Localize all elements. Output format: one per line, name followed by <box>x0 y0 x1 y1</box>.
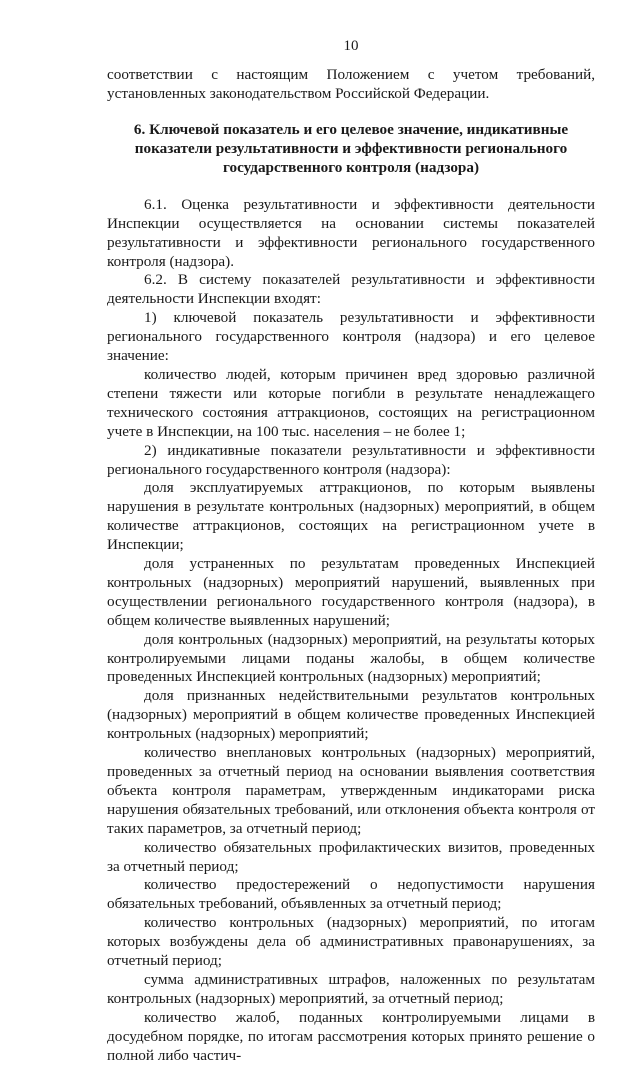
paragraph: количество предостережений о недопустимости нарушения обязательных требований, объявленных за отчетный период; <box>107 876 595 913</box>
document-body <box>107 66 595 1066</box>
paragraph: количество людей, которым причинен вред здоровью различной степени тяжести или которые погибли в результате ненадлежащего технического состояния аттракционов, состоящих на регистрационном учете в Инспекции, на 100 тыс. населения – не более 1; <box>107 365 595 440</box>
paragraph: сумма административных штрафов, наложенных по результатам контрольных (надзорных) мероприятий, за отчетный период; <box>107 970 595 1007</box>
paragraph: доля эксплуатируемых аттракционов, по которым выявлены нарушения в результате контрольных (надзорных) мероприятий, в общем количестве аттракционов, состоящих на регистрационном учете в Инспекции; <box>107 479 595 554</box>
paragraph: 6.2. В систему показателей результативности и эффективности деятельности Инспекции входят: <box>107 271 595 308</box>
paragraph: количество контрольных (надзорных) мероприятий, по итогам которых возбуждены дела об административных правонарушениях, за отчетный период; <box>107 914 595 970</box>
paragraph: 1) ключевой показатель результативности и эффективности регионального государственного контроля (надзора) и его целевое значение: <box>107 309 595 365</box>
section-heading: 6. Ключевой показатель и его целевое значение, индикативные показатели результативности и эффективности регионального государственного контроля (надзора) <box>133 120 569 176</box>
paragraph: количество жалоб, поданных контролируемыми лицами в досудебном порядке, по итогам рассмотрения которых принято решение о полной либо частич- <box>107 1008 595 1064</box>
paragraph: доля контрольных (надзорных) мероприятий, на результаты которых контролируемыми лицами поданы жалобы, в общем количестве проведенных Инспекцией контрольных (надзорных) мероприятий; <box>107 630 595 686</box>
paragraph: 6.1. Оценка результативности и эффективности деятельности Инспекции осуществляется на основании системы показателей результативности и эффективности регионального государственного контроля (надзора). <box>107 195 595 270</box>
paragraph: доля устраненных по результатам проведенных Инспекцией контрольных (надзорных) мероприятий нарушений, выявленных при осуществлении регионального государственного контроля (надзора), в общем количестве выявленных нарушений; <box>107 555 595 629</box>
continuation-paragraph: соответствии с настоящим Положением с учетом требований, установленных законодательством Российской Федерации. <box>107 66 595 102</box>
paragraph: количество обязательных профилактических визитов, проведенных за отчетный период; <box>107 838 595 875</box>
paragraph: количество внеплановых контрольных (надзорных) мероприятий, проведенных за отчетный период на основании выявления соответствия объекта контроля параметрам, утвержденным индикаторами риска нарушения обязательных требований, или отклонения объекта контроля от таких параметров, за отчетный период; <box>107 744 595 837</box>
paragraph: 2) индикативные показатели результативности и эффективности регионального государственного контроля (надзора): <box>107 441 595 478</box>
paragraph: доля признанных недействительными результатов контрольных (надзорных) мероприятий в общем количестве проведенных Инспекцией контрольных (надзорных) мероприятий; <box>107 687 595 743</box>
page-number: 10 <box>343 38 359 54</box>
